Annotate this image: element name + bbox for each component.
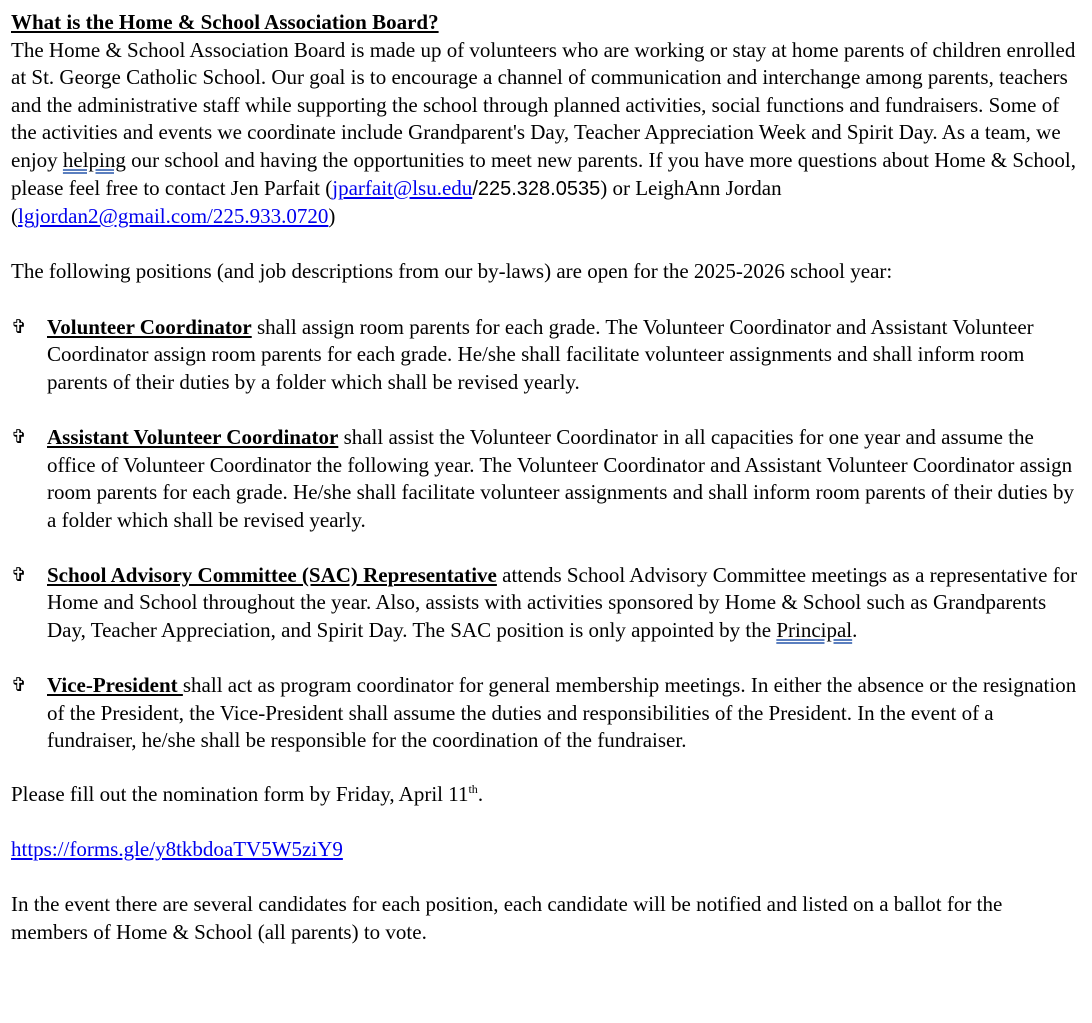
closing-paragraph: In the event there are several candidates for each position, each candidate will be notified and listed on a ballot for the members of Home & School (all parents) to vote. [11, 892, 1003, 944]
cross-bullet-icon: ✞ [11, 426, 27, 448]
intro-text-3: ) or LeighAnn Jordan ( [11, 175, 782, 229]
position-item [11, 562, 1081, 645]
position-title: Vice-President [47, 673, 183, 698]
position-item [11, 672, 1081, 755]
position-title: Volunteer Coordinator [47, 314, 252, 339]
intro-text-4: ) [328, 204, 336, 229]
position-title: Assistant Volunteer Coordinator [47, 424, 339, 449]
email-link-jparfait[interactable]: jparfait@lsu.edu [332, 175, 473, 200]
position-item [11, 424, 1081, 534]
deadline-end: . [477, 782, 484, 807]
nomination-form-link[interactable]: https://forms.gle/y8tkbdoaTV5W5ziY9 [11, 837, 343, 862]
intro-text-2: our school and having the opportunities to meet new parents. If you have more questions about Home & School, please feel free to contact Jen Parfait ( [11, 147, 1076, 200]
intro-paragraph [11, 37, 1081, 231]
deadline-text: Please fill out the nomination form by Friday, April 11 [11, 782, 469, 807]
principal-word: Principal [776, 618, 853, 643]
position-item [11, 314, 1081, 397]
positions-intro: The following positions (and job descriptions from our by-laws) are open for the 2025-2026 school year: [11, 259, 893, 284]
helping-word: helping [62, 147, 126, 172]
position-title: School Advisory Committee (SAC) Representative [47, 562, 497, 587]
intro-text-1: The Home & School Association Board is made up of volunteers who are working or stay at home parents of children enrolled at St. George Catholic School. Our goal is to encourage a channel of communication and interchange among parents, teachers and the administrative staff while supporting the school through planned activities, social functions and fundraisers. Some of the activities and events we coordinate include Grandparent's Day, Teacher Appreciation Week and Spirit Day. As a team, we enjoy [11, 37, 1076, 172]
position-text: attends School Advisory Committee meetings as a representative for Home and School throughout the year. Also, assists with activities sponsored by Home & School such as Grandparents Day, Teacher Appreciation, and Spirit Day. The SAC position is only appointed by the [47, 562, 1078, 643]
position-text: shall act as program coordinator for general membership meetings. In either the absence or the resignation of the President, the Vice-President shall assume the duties and responsibilities of the President. In the event of a fundraiser, he/she shall be responsible for the coordination of the fundraiser. [47, 673, 1077, 753]
form-link-line [11, 836, 1081, 864]
cross-bullet-icon: ✞ [11, 316, 27, 338]
cross-bullet-icon: ✞ [11, 564, 27, 586]
position-description [47, 562, 1081, 645]
cross-bullet-icon: ✞ [11, 675, 27, 697]
position-text: shall assist the Volunteer Coordinator in all capacities for one year and assume the office of Volunteer Coordinator the following year. The Volunteer Coordinator and Assistant Volunteer Coordinator assign room parents for each grade. He/she shall facilitate volunteer assignments and shall inform room parents of their duties by a folder which shall be revised yearly. [47, 424, 1074, 532]
deadline-line [11, 781, 1081, 809]
deadline-superscript: th [468, 782, 478, 797]
page-heading: What is the Home & School Association Board? [11, 10, 439, 34]
position-text: shall assign room parents for each grade. The Volunteer Coordinator and Assistant Volunteer Coordinator assign room parents for each grade. He/she shall facilitate volunteer assignments and shall inform room parents of their duties by a folder which shall be revised yearly. [47, 314, 1034, 394]
position-description [47, 424, 1081, 534]
phone-jparfait: /225.328.0535 [472, 177, 601, 200]
position-text-end: . [852, 618, 858, 643]
email-link-lgjordan[interactable]: lgjordan2@gmail.com/225.933.0720 [18, 204, 329, 229]
position-description [47, 314, 1081, 397]
position-description [47, 672, 1081, 755]
